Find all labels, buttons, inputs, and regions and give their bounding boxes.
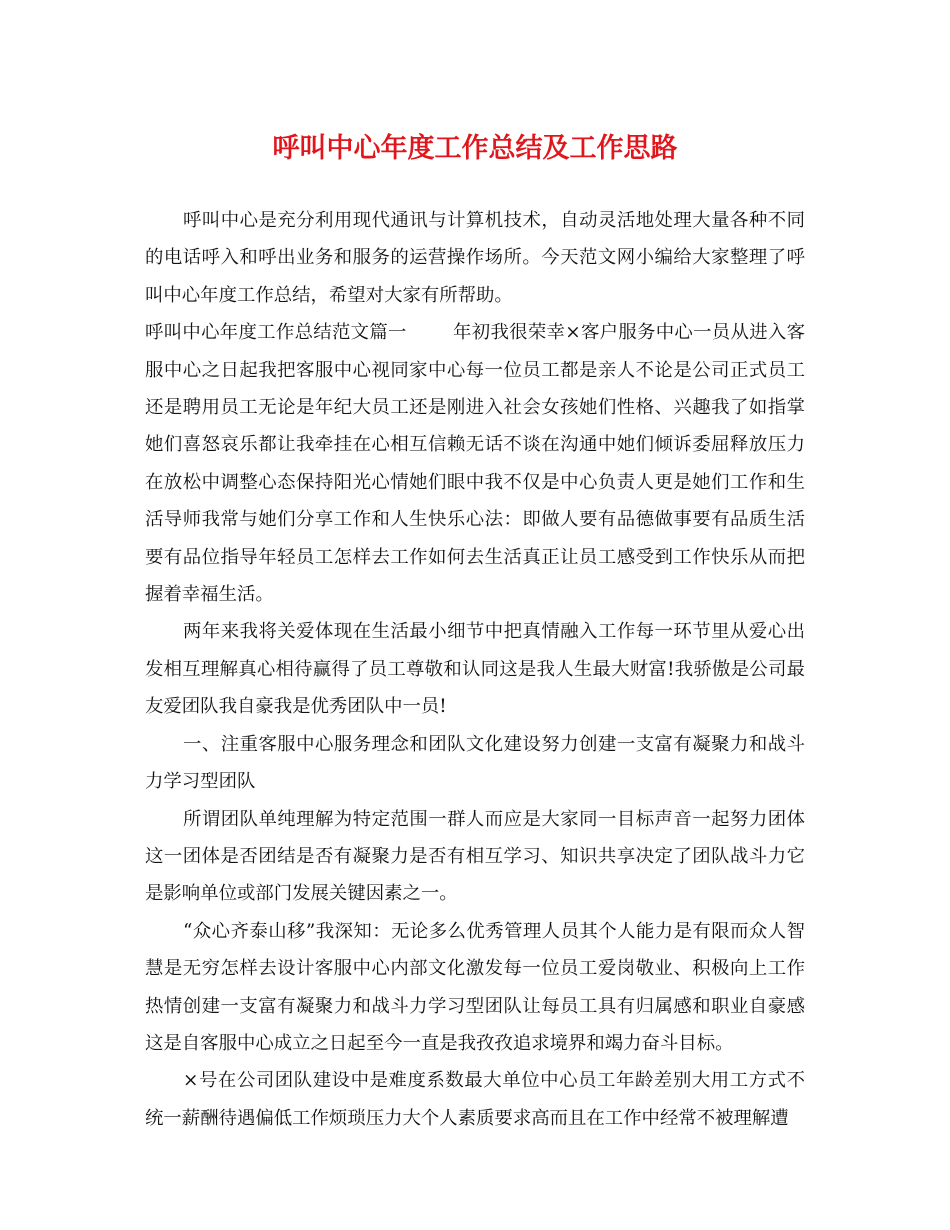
paragraph-two-years: 两年来我将关爱体现在生活最小细节中把真情融入工作每一环节里从爱心出发相互理解真心相待赢得了员工尊敬和认同这是我人生最大财富!我骄傲是公司最友爱团队我自豪我是优秀团队中一员! <box>145 621 805 718</box>
document-body <box>145 202 805 1137</box>
paragraph-team-definition: 所谓团队单纯理解为特定范围一群人而应是大家同一目标声音一起努力团体这一团体是否团结是否有凝聚力是否有相互学习、知识共享决定了团队战斗力它是影响单位或部门发展关键因素之一。 <box>145 808 805 905</box>
paragraph-difficulty: ×号在公司团队建设中是难度系数最大单位中心员工年龄差别大用工方式不统一薪酬待遇偏低工作烦琐压力大个人素质要求高而且在工作中经常不被理解遭 <box>145 1070 805 1129</box>
paragraph-point-one: 一、注重客服中心服务理念和团队文化建设努力创建一支富有凝聚力和战斗力学习型团队 <box>145 733 805 793</box>
paragraph-intro: 呼叫中心是充分利用现代通讯与计算机技术，自动灵活地处理大量各种不同的电话呼入和呼出业务和服务的运营操作场所。今天范文网小编给大家整理了呼叫中心年度工作总结，希望对大家有所帮助。 <box>145 210 805 306</box>
section-heading: 呼叫中心年度工作总结范文篇一 <box>145 322 407 344</box>
paragraph-quote: “众心齐泰山移”我深知：无论多么优秀管理人员其个人能力是有限而众人智慧是无穷怎样去设计客服中心内部文化激发每一位员工爱岗敬业、积极向上工作热情创建一支富有凝聚力和战斗力学习型团队让每员工具有归属感和职业自豪感这是自客服中心成立之日起至今一直是我孜孜追求境界和竭力奋斗目标。 <box>145 920 805 1054</box>
document-title: 呼叫中心年度工作总结及工作思路 <box>272 133 678 164</box>
paragraph-section-one <box>145 314 805 613</box>
section-body: 年初我很荣幸×客户服务中心一员从进入客服中心之日起我把客服中心视同家中心每一位员工都是亲人不论是公司正式员工还是聘用员工无论是年纪大员工还是刚进入社会女孩她们性格、兴趣我了如指掌她们喜怒哀乐都让我牵挂在心相互信赖无话不谈在沟通中她们倾诉委屈释放压力在放松中调整心态保持阳光心情她们眼中我不仅是中心负责人更是她们工作和生活导师我常与她们分享工作和人生快乐心法：即做人要有品德做事要有品质生活要有品位指导年轻员工怎样去工作如何去生活真正让员工感受到工作快乐从而把握着幸福生活。 <box>145 322 805 606</box>
